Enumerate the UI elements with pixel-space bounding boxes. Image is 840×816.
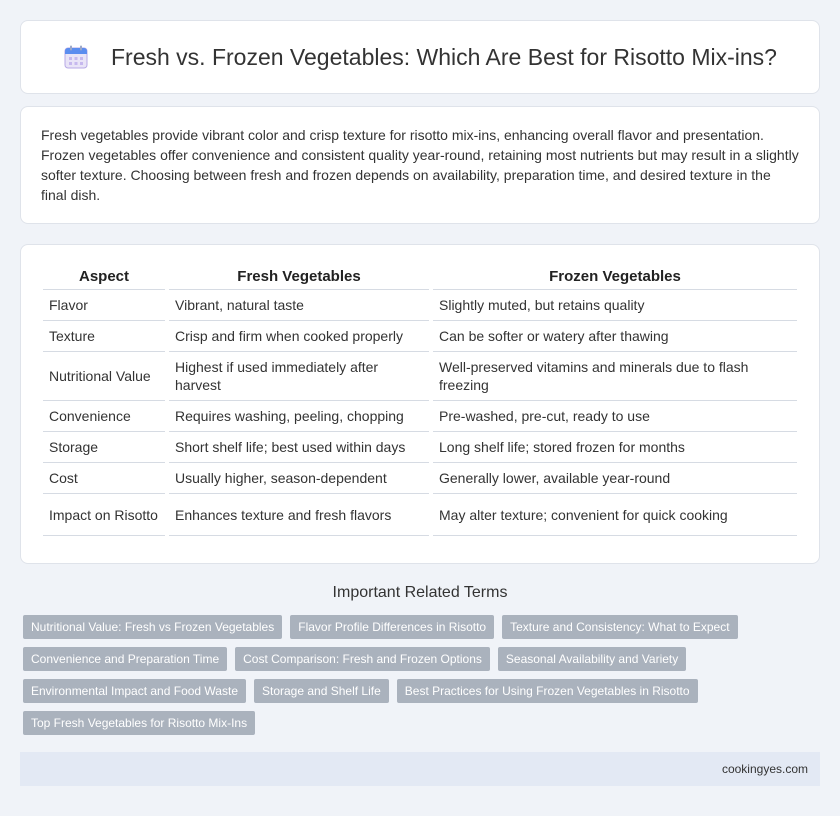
cell-frozen: Can be softer or watery after thawing — [433, 321, 797, 352]
cell-aspect: Texture — [43, 321, 165, 352]
table-row — [43, 321, 797, 352]
related-tag[interactable]: Top Fresh Vegetables for Risotto Mix-Ins — [23, 711, 255, 735]
header-frozen: Frozen Vegetables — [433, 265, 797, 290]
cell-aspect: Flavor — [43, 290, 165, 321]
related-tag[interactable]: Flavor Profile Differences in Risotto — [290, 615, 494, 639]
table-header-row — [43, 265, 797, 290]
cell-fresh: Usually higher, season-dependent — [169, 463, 429, 494]
cell-frozen: Long shelf life; stored frozen for months — [433, 432, 797, 463]
footer — [20, 752, 820, 786]
related-tag[interactable]: Environmental Impact and Food Waste — [23, 679, 246, 703]
cell-fresh: Crisp and firm when cooked properly — [169, 321, 429, 352]
related-tag[interactable]: Best Practices for Using Frozen Vegetables in Risotto — [397, 679, 698, 703]
cell-frozen: Generally lower, available year-round — [433, 463, 797, 494]
calendar-icon — [63, 44, 89, 70]
related-tag[interactable]: Texture and Consistency: What to Expect — [502, 615, 737, 639]
table-row — [43, 352, 797, 401]
summary-card — [20, 106, 820, 224]
cell-aspect: Convenience — [43, 401, 165, 432]
cell-fresh: Requires washing, peeling, chopping — [169, 401, 429, 432]
cell-frozen: May alter texture; convenient for quick cooking — [433, 494, 797, 536]
table-row — [43, 463, 797, 494]
table-card — [20, 244, 820, 564]
related-tag[interactable]: Storage and Shelf Life — [254, 679, 389, 703]
table-row — [43, 432, 797, 463]
title-card — [20, 20, 820, 94]
related-tag[interactable]: Seasonal Availability and Variety — [498, 647, 686, 671]
page-title: Fresh vs. Frozen Vegetables: Which Are Best for Risotto Mix-ins? — [111, 43, 777, 70]
cell-aspect: Storage — [43, 432, 165, 463]
table-row — [43, 494, 797, 536]
header-aspect: Aspect — [43, 265, 165, 290]
comparison-table — [39, 265, 801, 536]
related-tag[interactable]: Nutritional Value: Fresh vs Frozen Vegetables — [23, 615, 282, 639]
header-fresh: Fresh Vegetables — [169, 265, 429, 290]
related-terms-title: Important Related Terms — [332, 584, 508, 601]
cell-fresh: Enhances texture and fresh flavors — [169, 494, 429, 536]
summary-text: Fresh vegetables provide vibrant color and crisp texture for risotto mix-ins, enhancing overall flavor and presentation. Frozen vegetables offer convenience and consistent quality year-round, retaining most nutrients but may result in a slightly softer texture. Choosing between fresh and frozen depends on availability, preparation time, and desired texture in the final dish. — [41, 127, 799, 203]
cell-fresh: Highest if used immediately after harvest — [169, 352, 429, 401]
cell-fresh: Vibrant, natural taste — [169, 290, 429, 321]
related-tags — [20, 615, 820, 743]
cell-frozen: Slightly muted, but retains quality — [433, 290, 797, 321]
table-row — [43, 290, 797, 321]
cell-frozen: Well-preserved vitamins and minerals due to flash freezing — [433, 352, 797, 401]
cell-aspect: Cost — [43, 463, 165, 494]
cell-aspect: Nutritional Value — [43, 352, 165, 401]
cell-fresh: Short shelf life; best used within days — [169, 432, 429, 463]
related-tag[interactable]: Convenience and Preparation Time — [23, 647, 227, 671]
related-terms-section — [20, 584, 820, 743]
footer-site[interactable]: cookingyes.com — [721, 762, 808, 776]
cell-frozen: Pre-washed, pre-cut, ready to use — [433, 401, 797, 432]
table-row — [43, 401, 797, 432]
related-tag[interactable]: Cost Comparison: Fresh and Frozen Options — [235, 647, 490, 671]
cell-aspect: Impact on Risotto — [43, 494, 165, 536]
